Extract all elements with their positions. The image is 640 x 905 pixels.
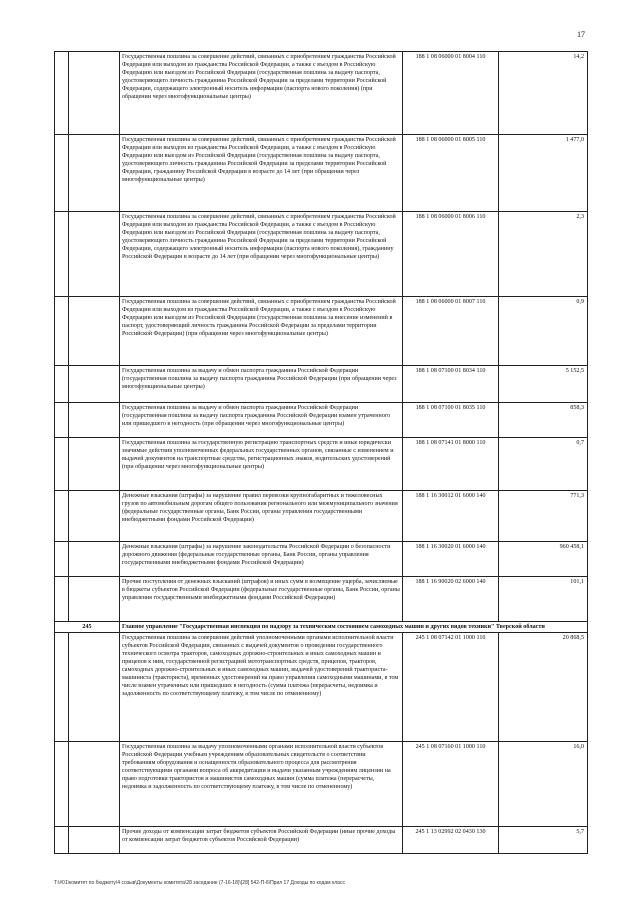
table-row <box>55 633 588 742</box>
row-description: Государственная пошлина за совершение действий, связанных с приобретением гражданства Российской Федерации или выходом из гражданства Российской Федерации, а также с въездом в Российскую Федерацию или выездом из Российской Федерации (государственная пошлина за выдачу паспорта, удостоверяющего личность гражданина Российской Федерации за пределами территории Российской Федерации, гражданину Российской Федерации в возрасте до 14 лет (при обращении через многофункциональные центры) <box>120 135 403 212</box>
empty-cell <box>55 403 69 438</box>
row-code: 245 1 08 07142 01 1000 110 <box>403 633 499 742</box>
empty-cell <box>69 212 120 297</box>
row-code: 188 1 16 90020 02 6000 140 <box>403 577 499 622</box>
empty-cell <box>69 827 120 854</box>
row-description: Государственная пошлина за выдачу и обмен паспорта гражданина Российской Федерации (государственная пошлина за выдачу паспорта гражданина Российской Федерации (при обращении через многофункциональные центры) <box>120 366 403 403</box>
revenue-table <box>54 51 588 854</box>
empty-cell <box>55 297 69 366</box>
table-row <box>55 403 588 438</box>
empty-cell <box>69 491 120 542</box>
empty-cell <box>69 438 120 491</box>
table-row <box>55 491 588 542</box>
table-row <box>55 827 588 854</box>
row-description: Государственная пошлина за выдачу и обмен паспорта гражданина Российской Федерации (государственная пошлина за выдачу паспорта гражданина Российской Федерации взамен утраченного или пришедшего в негодность (при обращении через многофункциональные центры) <box>120 403 403 438</box>
row-code: 245 1 08 07160 01 1000 110 <box>403 742 499 827</box>
empty-cell <box>69 135 120 212</box>
row-description: Прочие поступления от денежных взысканий (штрафов) и иных сумм в возмещение ущерба, зачисляемые в бюджеты субъектов Российской Федерации (федеральные государственные органы, Банк России, органы управления государственными внебюджетными фондами Российской Федерации) <box>120 577 403 622</box>
row-code: 245 1 13 02992 02 0430 130 <box>403 827 499 854</box>
empty-cell <box>55 827 69 854</box>
row-description: Государственная пошлина за совершение действий, связанных с приобретением гражданства Российской Федерации или выходом из гражданства Российской Федерации, а также с въездом в Российскую Федерацию или выездом из Российской Федерации (государственная пошлина за выдачу паспорта, удостоверяющего личность гражданина Российской Федерации за пределами территории Российской Федерации, содержащего электронный носитель информации (паспорта нового поколения), гражданину Российской Федерации в возрасте до 14 лет (при обращении через многофункциональные центры) <box>120 212 403 297</box>
section-number: 245 <box>55 622 120 633</box>
row-amount: 0,7 <box>499 438 588 491</box>
table-row <box>55 135 588 212</box>
row-code: 188 1 08 06000 01 8004 110 <box>403 52 499 135</box>
empty-cell <box>55 742 69 827</box>
table-row <box>55 212 588 297</box>
empty-cell <box>55 366 69 403</box>
table-row <box>55 52 588 135</box>
row-amount: 101,1 <box>499 577 588 622</box>
row-amount: 0,9 <box>499 297 588 366</box>
empty-cell <box>69 366 120 403</box>
row-description: Денежные взыскания (штрафы) за нарушение правил перевозки крупногабаритных и тяжеловесных грузов по автомобильным дорогам общего пользования регионального или межмуниципального значения (федеральные государственные органы, Банк России, органы управления государственными внебюджетными фондами Российской Федерации) <box>120 491 403 542</box>
table-row <box>55 577 588 622</box>
row-description: Государственная пошлина за выдачу уполномоченными органами исполнительной власти субъектов Российской Федерации учебным учреждениям образовательных свидетельств о соответствии требованиям оборудования и оснащенности образовательного процесса для рассмотрения соответствующими органами вопроса об аккредитации и выдачи указанным учреждениям лицензии на право подготовки трактористов и машинистов самоходных машин (сумма платежа (перерасчеты, недоимка и задолженность по соответствующему платежу, в том числе по отмененному) <box>120 742 403 827</box>
row-amount: 14,2 <box>499 52 588 135</box>
empty-cell <box>55 491 69 542</box>
empty-cell <box>55 577 69 622</box>
row-amount: 2,3 <box>499 212 588 297</box>
table-body <box>55 52 588 854</box>
table-row <box>55 438 588 491</box>
row-description: Государственная пошлина за совершение действий, связанных с приобретением гражданства Российской Федерации или выходом из гражданства Российской Федерации, а также с въездом в Российскую Федерацию или выездом из Российской Федерации (государственная пошлина за выдачу паспорта, удостоверяющего личность гражданина Российской Федерации за пределами территории Российской Федерации, содержащего электронный носитель информации (паспорта нового поколения) (при обращении через многофункциональные центры) <box>120 52 403 135</box>
section-title: Главное управление "Государственная инспекция по надзору за техническим состоянием самоходных машин и других видов техники" Тверской области <box>120 622 588 633</box>
page-number: 17 <box>577 30 585 39</box>
row-amount: 858,3 <box>499 403 588 438</box>
row-code: 188 1 08 06000 01 8005 110 <box>403 135 499 212</box>
row-amount: 1 477,0 <box>499 135 588 212</box>
empty-cell <box>69 742 120 827</box>
empty-cell <box>55 52 69 135</box>
row-description: Денежные взыскания (штрафы) за нарушение законодательства Российской Федерации о безопасности дорожного движения (федеральные государственные органы, Банк России, органы управления государственными внебюджетными фондами Российской Федерации) <box>120 542 403 577</box>
empty-cell <box>69 577 120 622</box>
row-code: 188 1 08 06000 01 8006 110 <box>403 212 499 297</box>
row-code: 188 1 08 07100 01 8035 110 <box>403 403 499 438</box>
section-header-row <box>55 622 588 633</box>
row-amount: 5,7 <box>499 827 588 854</box>
row-code: 188 1 16 30012 01 6000 140 <box>403 491 499 542</box>
row-amount: 16,0 <box>499 742 588 827</box>
row-description: Государственная пошлина за совершение действий, связанных с приобретением гражданства Российской Федерации или выходом из гражданства Российской Федерации, а также с въездом в Российскую Федерацию или выездом из Российской Федерации (государственная пошлина за внесение изменений в паспорт, удостоверяющий личность гражданина Российской Федерации за пределами территории Российской Федерации) (при обращении через многофункциональные центры) <box>120 297 403 366</box>
row-code: 188 1 16 30020 01 6000 140 <box>403 542 499 577</box>
empty-cell <box>55 542 69 577</box>
empty-cell <box>69 403 120 438</box>
row-amount: 771,3 <box>499 491 588 542</box>
empty-cell <box>69 297 120 366</box>
row-description: Государственная пошлина за совершение действий уполномоченными органами исполнительной власти субъектов Российской Федерации, связанных с выдачей документов о проведении государственного технического осмотра тракторов, самоходных дорожно-строительных и иных самоходных машин и прицепов к ним, государственной регистрацией мототранспортных средств, прицепов, тракторов, самоходных дорожно-строительных и иных самоходных машин, выдачей удостоверений тракториста-машиниста (тракториста), временных удостоверений на право управления самоходными машинами, в том числе взамен утраченных или пришедших в негодность (сумма платежа (перерасчеты, недоимка и задолженность по соответствующему платежу, в том числе по отмененному) <box>120 633 403 742</box>
row-amount: 20 868,5 <box>499 633 588 742</box>
empty-cell <box>55 438 69 491</box>
empty-cell <box>55 212 69 297</box>
row-amount: 960 458,1 <box>499 542 588 577</box>
table-row <box>55 297 588 366</box>
empty-cell <box>55 135 69 212</box>
empty-cell <box>55 633 69 742</box>
file-path-footer: T:\#01\комитет по бюджету\4 созыв\Документы комитета\28 заседание (7-16-18)\[28] 542-П-6\Прил 17 Доходы по кодам класс <box>54 880 345 886</box>
row-amount: 5 152,5 <box>499 366 588 403</box>
row-code: 188 1 08 07141 01 8000 110 <box>403 438 499 491</box>
table-row <box>55 742 588 827</box>
row-code: 188 1 08 06000 01 8007 110 <box>403 297 499 366</box>
row-code: 188 1 08 07100 01 8034 110 <box>403 366 499 403</box>
empty-cell <box>69 542 120 577</box>
empty-cell <box>69 52 120 135</box>
empty-cell <box>69 633 120 742</box>
row-description: Государственная пошлина за государственную регистрацию транспортных средств и иные юридически значимые действия уполномоченных федеральных государственных органов, связанные с изменением и выдачей документов на транспортные средства, регистрационных знаков, водительских удостоверений (при обращении через многофункциональные центры) <box>120 438 403 491</box>
table-row <box>55 366 588 403</box>
table-row <box>55 542 588 577</box>
row-description: Прочие доходы от компенсации затрат бюджетов субъектов Российской Федерации (иные прочие доходы от компенсации затрат бюджетов субъектов Российской Федерации) <box>120 827 403 854</box>
